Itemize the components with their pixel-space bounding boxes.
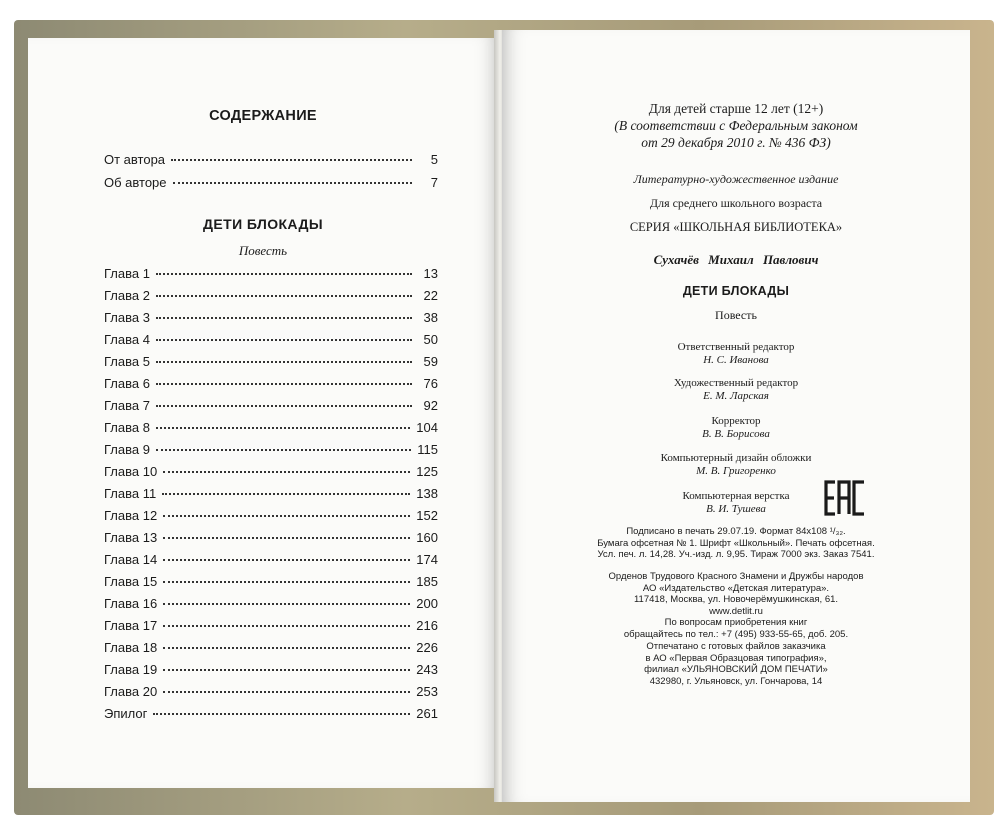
toc-page: 76 bbox=[423, 376, 438, 391]
toc-page: 174 bbox=[416, 552, 438, 567]
print-line: Подписано в печать 29.07.19. Формат 84x108 ¹/₃₂. bbox=[626, 526, 846, 537]
toc-page: 216 bbox=[416, 618, 438, 633]
print-line: Усл. печ. л. 14,28. Уч.-изд. л. 9,95. Тираж 7000 экз. Заказ 7541. bbox=[597, 549, 875, 560]
audience: Для среднего школьного возраста bbox=[649, 196, 823, 210]
dot-leader bbox=[156, 405, 412, 407]
credit-role: Компьютерная верстка bbox=[682, 490, 790, 502]
toc-entry bbox=[104, 618, 438, 636]
toc-page: 50 bbox=[423, 332, 438, 347]
dot-leader bbox=[163, 691, 410, 693]
toc-entry bbox=[104, 464, 438, 482]
dot-leader bbox=[163, 625, 410, 627]
toc-entry bbox=[104, 706, 438, 724]
toc-entry bbox=[104, 530, 438, 548]
dot-leader bbox=[156, 273, 412, 275]
toc-page: 13 bbox=[423, 266, 438, 281]
publisher-phone: обращайтесь по тел.: +7 (495) 933-55-65, доб. 205. bbox=[623, 628, 849, 640]
publisher-line: По вопросам приобретения книг bbox=[664, 617, 808, 628]
eac-certification-icon bbox=[824, 478, 868, 518]
toc-label: Глава 7 bbox=[104, 398, 150, 413]
dot-leader bbox=[173, 182, 412, 184]
toc-entry bbox=[104, 442, 438, 460]
toc-page: 22 bbox=[423, 288, 438, 303]
toc-page: 243 bbox=[416, 662, 438, 677]
publisher-line: 117418, Москва, ул. Новочерёмушкинская, 61. bbox=[633, 594, 839, 605]
dot-leader bbox=[163, 669, 410, 671]
toc-entry bbox=[104, 552, 438, 570]
toc-label: Глава 10 bbox=[104, 464, 158, 479]
toc-entry bbox=[104, 266, 438, 284]
credit-name: М. В. Григоренко bbox=[696, 465, 776, 477]
toc-label: Глава 4 bbox=[104, 332, 150, 347]
credit bbox=[502, 452, 970, 478]
toc-label: Глава 12 bbox=[104, 508, 158, 523]
toc-entry bbox=[104, 684, 438, 702]
dot-leader bbox=[156, 427, 410, 429]
printer-line: Отпечатано с готовых файлов заказчика bbox=[646, 641, 826, 652]
toc-page: 200 bbox=[416, 596, 438, 611]
dot-leader bbox=[156, 317, 412, 319]
toc-entry bbox=[104, 152, 438, 170]
publisher-details bbox=[502, 571, 970, 640]
dot-leader bbox=[156, 339, 412, 341]
author-name: Сухачёв Михаил Павлович bbox=[653, 252, 819, 267]
credit bbox=[502, 490, 970, 516]
credit-role: Ответственный редактор bbox=[677, 341, 795, 353]
toc-entry bbox=[104, 175, 438, 193]
book-genre: Повесть bbox=[715, 308, 757, 322]
publisher-website: www.detlit.ru bbox=[709, 605, 763, 617]
credit bbox=[502, 415, 970, 441]
edition-genre: Литературно-художественное издание bbox=[633, 172, 839, 186]
section-subtitle: Повесть bbox=[238, 243, 288, 258]
toc-label: Глава 19 bbox=[104, 662, 158, 677]
dot-leader bbox=[163, 537, 410, 539]
toc-label: Глава 16 bbox=[104, 596, 158, 611]
credit-name: Е. М. Ларская bbox=[703, 390, 769, 402]
series-name: СЕРИЯ «ШКОЛЬНАЯ БИБЛИОТЕКА» bbox=[629, 220, 843, 234]
dot-leader bbox=[163, 471, 410, 473]
toc-page: 261 bbox=[416, 706, 438, 721]
credit-role: Художественный редактор bbox=[673, 377, 799, 389]
toc-label: Глава 2 bbox=[104, 288, 150, 303]
dot-leader bbox=[163, 603, 410, 605]
toc-label: Глава 9 bbox=[104, 442, 150, 457]
dot-leader bbox=[163, 581, 410, 583]
publisher-line: АО «Издательство «Детская литература». bbox=[642, 582, 830, 594]
publisher-line: Орденов Трудового Красного Знамени и Дружбы народов bbox=[608, 571, 864, 582]
toc-label: Глава 8 bbox=[104, 420, 150, 435]
toc-label: Глава 18 bbox=[104, 640, 158, 655]
printer-address: 432980, г. Ульяновск, ул. Гончарова, 14 bbox=[649, 675, 823, 687]
toc-label: Глава 11 bbox=[104, 486, 157, 501]
toc-entry bbox=[104, 420, 438, 438]
toc-entry bbox=[104, 596, 438, 614]
printer-line: в АО «Первая Образцовая типография», bbox=[645, 652, 827, 664]
toc-entry bbox=[104, 574, 438, 592]
toc-page: 125 bbox=[416, 464, 438, 479]
printer-details bbox=[502, 641, 970, 687]
dot-leader bbox=[162, 493, 410, 495]
toc-page: 38 bbox=[423, 310, 438, 325]
dot-leader bbox=[171, 159, 412, 161]
toc-entry bbox=[104, 508, 438, 526]
toc-label: Глава 17 bbox=[104, 618, 158, 633]
toc-entry bbox=[104, 354, 438, 372]
toc-entry bbox=[104, 376, 438, 394]
toc-entry bbox=[104, 640, 438, 658]
dot-leader bbox=[156, 449, 411, 451]
dot-leader bbox=[163, 515, 410, 517]
dot-leader bbox=[163, 559, 410, 561]
toc-label: Глава 5 bbox=[104, 354, 150, 369]
dot-leader bbox=[156, 295, 412, 297]
toc-page: 5 bbox=[430, 152, 438, 167]
toc-entry bbox=[104, 332, 438, 350]
print-details bbox=[502, 526, 970, 561]
toc-label: Глава 6 bbox=[104, 376, 150, 391]
book-title: ДЕТИ БЛОКАДЫ bbox=[682, 284, 790, 298]
toc-page: 59 bbox=[423, 354, 438, 369]
contents-page bbox=[28, 38, 498, 788]
toc-label: Глава 15 bbox=[104, 574, 158, 589]
age-law-line: от 29 декабря 2010 г. № 436 ФЗ) bbox=[641, 135, 831, 150]
dot-leader bbox=[163, 647, 410, 649]
toc-page: 115 bbox=[417, 442, 438, 457]
toc-label: Глава 20 bbox=[104, 684, 158, 699]
toc-page: 7 bbox=[430, 175, 438, 190]
toc-label: Об авторе bbox=[104, 175, 167, 190]
toc-entry bbox=[104, 398, 438, 416]
toc-page: 138 bbox=[416, 486, 438, 501]
print-line: Бумага офсетная № 1. Шрифт «Школьный». Печать офсетная. bbox=[597, 537, 875, 549]
age-rating-block bbox=[502, 100, 970, 151]
toc-page: 160 bbox=[416, 530, 438, 545]
toc-label: Глава 13 bbox=[104, 530, 158, 545]
toc-label: Эпилог bbox=[104, 706, 148, 721]
toc-entry bbox=[104, 662, 438, 680]
dot-leader bbox=[156, 361, 412, 363]
toc-page: 185 bbox=[416, 574, 438, 589]
toc-page: 152 bbox=[416, 508, 438, 523]
imprint-page bbox=[502, 30, 970, 802]
dot-leader bbox=[156, 383, 412, 385]
credit-name: В. И. Тушева bbox=[706, 503, 766, 515]
toc-page: 104 bbox=[416, 420, 438, 435]
toc-page: 92 bbox=[423, 398, 438, 413]
dot-leader bbox=[153, 713, 410, 715]
printer-line: филиал «УЛЬЯНОВСКИЙ ДОМ ПЕЧАТИ» bbox=[644, 664, 828, 675]
toc-entry bbox=[104, 310, 438, 328]
age-rating: Для детей старше 12 лет (12+) bbox=[648, 101, 824, 116]
contents-title: СОДЕРЖАНИЕ bbox=[209, 108, 317, 124]
toc-label: Глава 14 bbox=[104, 552, 158, 567]
toc-entry bbox=[104, 486, 438, 504]
credit bbox=[502, 341, 970, 367]
age-law-line: (В соответствии с Федеральным законом bbox=[614, 118, 858, 133]
toc-label: Глава 3 bbox=[104, 310, 150, 325]
credit-name: Н. С. Иванова bbox=[703, 354, 769, 366]
toc-label: Глава 1 bbox=[104, 266, 150, 281]
section-title: ДЕТИ БЛОКАДЫ bbox=[203, 216, 323, 232]
toc-entry bbox=[104, 288, 438, 306]
toc-label: От автора bbox=[104, 152, 166, 167]
credit bbox=[502, 377, 970, 403]
credit-role: Корректор bbox=[711, 415, 761, 427]
toc-page: 226 bbox=[416, 640, 438, 655]
credit-role: Компьютерный дизайн обложки bbox=[660, 452, 812, 464]
credit-name: В. В. Борисова bbox=[702, 428, 770, 440]
toc-page: 253 bbox=[416, 684, 438, 699]
